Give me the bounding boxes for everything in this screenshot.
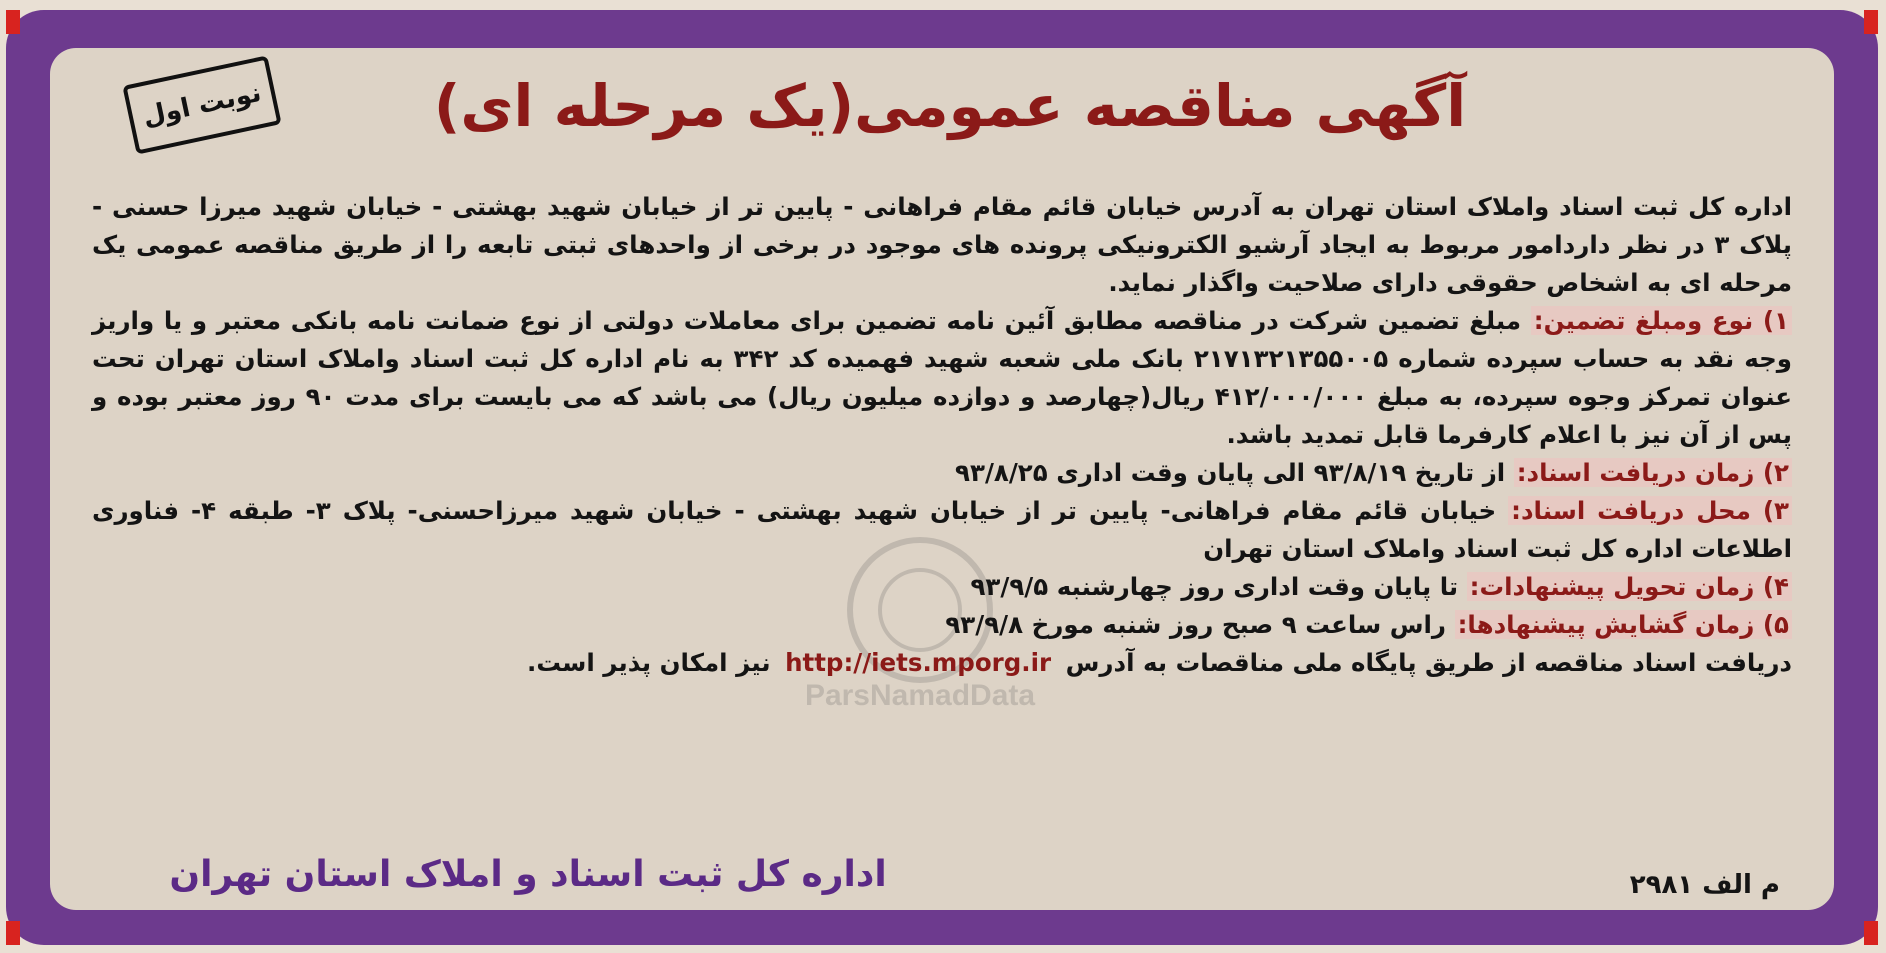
online-text-after: نیز امکان پذیر است.	[527, 648, 771, 677]
online-note	[92, 644, 1792, 682]
online-text-before: دریافت اسناد مناقصه از طریق پایگاه ملی مناقصات به آدرس	[1065, 648, 1792, 677]
item-label: ۴) زمان تحویل پیشنهادات:	[1467, 572, 1792, 601]
item-label: ۱) نوع ومبلغ تضمین:	[1531, 306, 1792, 335]
reference-number: م الف ۲۹۸۱	[1629, 870, 1780, 900]
item-guarantee	[92, 302, 1792, 454]
item-text: تا پایان وقت اداری روز چهارشنبه ۹۳/۹/۵	[970, 572, 1459, 601]
item-label: ۵) زمان گشایش پیشنهادها:	[1455, 610, 1792, 639]
corner-mark	[1864, 10, 1878, 34]
item-text: راس ساعت ۹ صبح روز شنبه مورخ ۹۳/۹/۸	[945, 610, 1447, 639]
corner-mark	[6, 921, 20, 945]
item-text: از تاریخ ۹۳/۸/۱۹ الی پایان وقت اداری ۹۳/۸/۲۵	[955, 458, 1506, 487]
item-delivery-time	[92, 568, 1792, 606]
item-text: مبلغ تضمین شرکت در مناقصه مطابق آئین نامه تضمین برای معاملات دولتی از نوع ضمانت نامه بانکی معتبر و یا واریز وجه نقد به حساب سپرده شماره ۲۱۷۱۳۲۱۳۵۵۰۰۵ بانک ملی شعبه شهید فهمیده کد ۳۴۲ به نام اداره کل ثبت اسناد واملاک استان تهران تحت عنوان تمرکز وجوه سپرده، به مبلغ ۴۱۲/۰۰۰/۰۰۰ ریال(چهارصد و دوازده میلیون ریال) می باشد که می بایست برای مدت ۹۰ روز معتبر بوده و پس از آن نیز با اعلام کارفرما قابل تمدید باشد.	[92, 306, 1792, 449]
tender-portal-link[interactable]: http://iets.mporg.ir	[785, 648, 1052, 677]
item-label: ۳) محل دریافت اسناد:	[1508, 496, 1792, 525]
intro-paragraph: اداره کل ثبت اسناد واملاک استان تهران به آدرس خیابان قائم مقام فراهانی - پایین تر از خیابان شهید بهشتی - خیابان شهید میرزا حسنی - پلاک ۳ در نظر داردامور مربوط به ایجاد آرشیو الکترونیکی پرونده های موجود در برخی از واحدهای ثبتی تابعه را از طریق مناقصه عمومی یک مرحله ای به اشخاص حقوقی دارای صلاحیت واگذار نماید.	[92, 192, 1792, 297]
publication-stamp: نوبت اول	[122, 55, 281, 154]
page-title: آگهی مناقصه عمومی(یک مرحله ای)	[433, 72, 1467, 140]
item-receive-time	[92, 454, 1792, 492]
item-opening-time	[92, 606, 1792, 644]
item-text: خیابان قائم مقام فراهانی- پایین تر از خیابان شهید بهشتی - خیابان شهید میرزاحسنی- پلاک ۳- طبقه ۴- فناوری اطلاعات اداره کل ثبت اسناد واملاک استان تهران	[92, 496, 1792, 563]
item-label: ۲) زمان دریافت اسناد:	[1514, 458, 1792, 487]
corner-mark	[6, 10, 20, 34]
ad-body	[92, 188, 1792, 682]
corner-mark	[1864, 921, 1878, 945]
issuing-office: اداره کل ثبت اسناد و املاک استان تهران	[169, 854, 887, 895]
item-receive-place	[92, 492, 1792, 568]
